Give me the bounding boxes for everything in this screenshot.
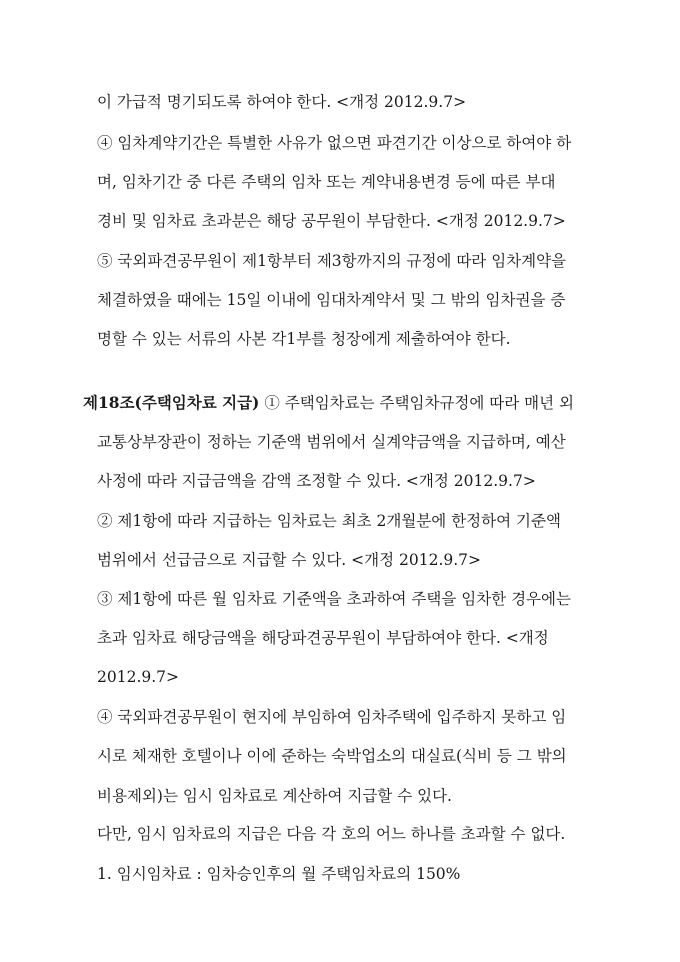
text-line: ④ 국외파견공무원이 현지에 부임하여 임차주택에 입주하지 못하고 임	[97, 708, 567, 726]
text-line: 1. 임시임차료 : 임차승인후의 월 주택임차료의 150%	[97, 865, 461, 883]
text-line: 초과 임차료 해당금액을 해당파견공무원이 부담하여야 한다. <개정	[97, 629, 549, 647]
article-text: ① 주택임차료는 주택임차규정에 따라 매년 외	[259, 394, 574, 412]
text-line: ② 제1항에 따라 지급하는 임차료는 최초 2개월분에 한정하여 기준액	[97, 512, 561, 530]
text-line: 명할 수 있는 서류의 사본 각1부를 청장에게 제출하여야 한다.	[97, 330, 511, 348]
text-line: 체결하였을 때에는 15일 이내에 임대차계약서 및 그 밖의 임차권을 증	[97, 291, 566, 309]
text-line: ④ 임차계약기간은 특별한 사유가 없으면 파견기간 이상으로 하여야 하	[97, 134, 572, 152]
text-line: 다만, 임시 임차료의 지급은 다음 각 호의 어느 하나를 초과할 수 없다.	[97, 825, 566, 843]
article-title: 제18조(주택임차료 지급)	[83, 393, 260, 412]
text-line: 시로 체재한 호텔이나 이에 준하는 숙박업소의 대실료(식비 등 그 밖의	[97, 747, 567, 765]
text-line: ⑤ 국외파견공무원이 제1항부터 제3항까지의 규정에 따라 임차계약을	[97, 252, 567, 270]
text-line: 사정에 따라 지급금액을 감액 조정할 수 있다. <개정 2012.9.7>	[97, 472, 536, 490]
text-line: 비용제외)는 임시 임차료로 계산하여 지급할 수 있다.	[97, 787, 452, 805]
text-line: ③ 제1항에 따른 월 임차료 기준액을 초과하여 주택을 임차한 경우에는	[97, 590, 571, 608]
text-line: 경비 및 임차료 초과분은 해당 공무원이 부담한다. <개정 2012.9.7>	[97, 212, 566, 230]
text-line: 교통상부장관이 정하는 기준액 범위에서 실계약금액을 지급하며, 예산	[97, 433, 566, 451]
article-18-first-line	[83, 393, 574, 413]
text-line: 2012.9.7>	[97, 668, 180, 686]
text-line: 범위에서 선급금으로 지급할 수 있다. <개정 2012.9.7>	[97, 551, 482, 569]
text-line: 며, 임차기간 중 다른 주택의 임차 또는 계약내용변경 등에 따른 부대	[97, 173, 556, 191]
text-line: 이 가급적 명기되도록 하여야 한다. <개정 2012.9.7>	[97, 93, 467, 111]
